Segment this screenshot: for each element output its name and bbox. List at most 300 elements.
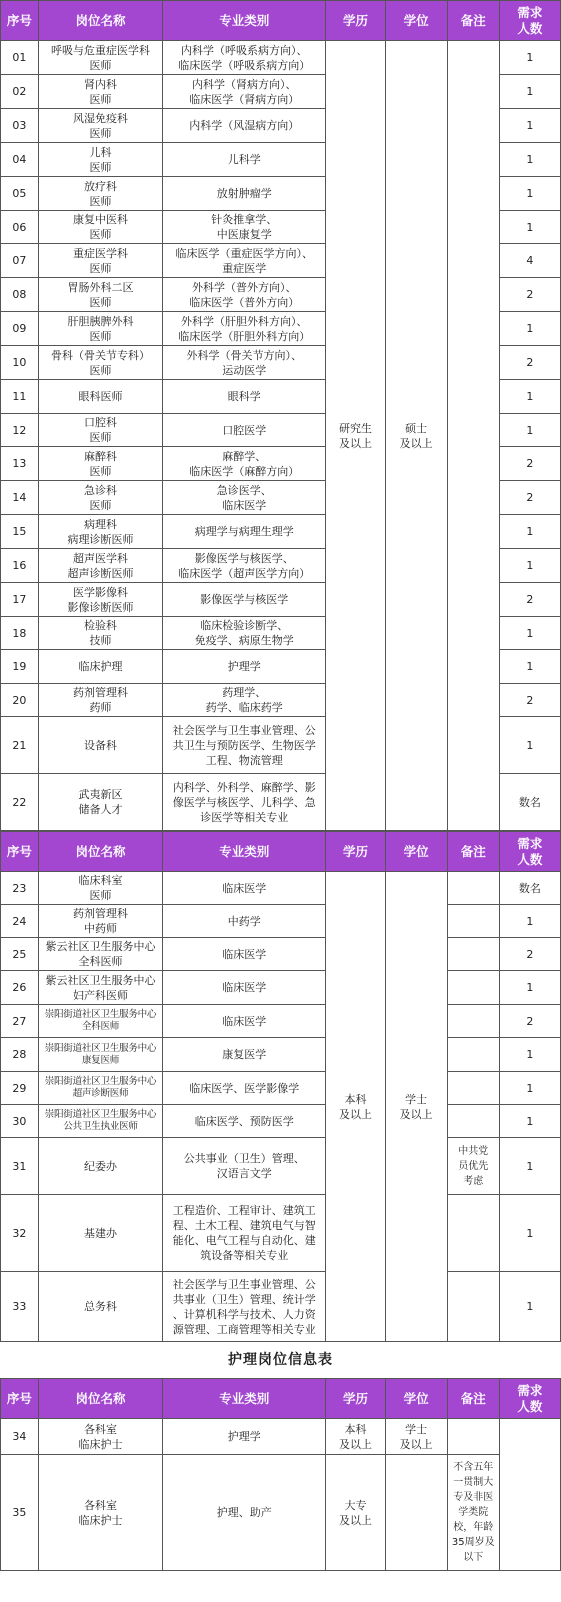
seq-cell: 21 bbox=[1, 717, 39, 774]
position-cell bbox=[38, 650, 162, 684]
major-cell-line: 内科学、外科学、麻醉学、影 bbox=[172, 780, 316, 794]
major-cell bbox=[163, 278, 326, 312]
major-cell bbox=[163, 1138, 326, 1195]
count-cell: 1 bbox=[499, 75, 560, 109]
major-cell-line: 免疫学、病原生物学 bbox=[194, 634, 294, 647]
major-cell-line: 影像医学与核医学 bbox=[200, 593, 289, 606]
degree-cell bbox=[385, 1419, 447, 1455]
position-cell-line: 骨科（骨关节专科） bbox=[50, 348, 150, 362]
position-cell-line: 公共卫生执业医师 bbox=[63, 1121, 138, 1132]
position-cell-line: 紫云社区卫生服务中心 bbox=[45, 973, 156, 987]
major-cell-line: 筑设备等相关专业 bbox=[200, 1249, 289, 1262]
remarks-cell bbox=[447, 1455, 499, 1571]
position-cell-line: 各科室 bbox=[83, 1498, 117, 1512]
table-row bbox=[1, 971, 561, 1005]
seq-cell: 08 bbox=[1, 278, 39, 312]
position-cell-line: 康复医师 bbox=[81, 1054, 120, 1066]
header-degree: 学位 bbox=[385, 1379, 447, 1419]
seq-cell: 24 bbox=[1, 905, 39, 938]
position-cell-line: 紫云社区卫生服务中心 bbox=[45, 940, 156, 953]
remarks-cell-line: 35周岁及 bbox=[451, 1537, 495, 1548]
count-cell: 1 bbox=[499, 717, 560, 774]
header-need-line: 人数 bbox=[517, 20, 543, 36]
table-row bbox=[1, 1138, 561, 1195]
seq-cell: 20 bbox=[1, 684, 39, 717]
seq-cell: 10 bbox=[1, 346, 39, 380]
degree-cell-line: 学士 bbox=[405, 1092, 428, 1106]
position-cell bbox=[38, 583, 162, 617]
position-cell bbox=[38, 971, 162, 1005]
position-cell-line: 药师 bbox=[89, 701, 112, 714]
remarks-cell bbox=[447, 1005, 499, 1038]
major-cell-line: 临床医学 bbox=[222, 1014, 267, 1028]
major-cell bbox=[163, 650, 326, 684]
education-cell-line: 本科 bbox=[344, 1422, 367, 1436]
education-cell-line: 及以上 bbox=[338, 1437, 372, 1451]
degree-cell bbox=[385, 1455, 447, 1571]
count-cell: 2 bbox=[499, 447, 560, 481]
education-cell-line: 大专 bbox=[344, 1498, 367, 1512]
major-cell bbox=[163, 684, 326, 717]
major-cell-line: 中药学 bbox=[227, 914, 261, 928]
major-cell bbox=[163, 380, 326, 414]
position-cell-line: 纪委办 bbox=[83, 1159, 117, 1173]
header-degree: 学位 bbox=[385, 832, 447, 872]
header-seq: 序号 bbox=[1, 1, 39, 41]
major-cell bbox=[163, 41, 326, 75]
position-cell-line: 口腔科 bbox=[83, 416, 117, 429]
major-cell-line: 外科学（骨关节方向）、 bbox=[186, 348, 303, 362]
major-cell-line: 临床医学（麻醉方向） bbox=[189, 464, 300, 478]
position-cell-line: 呼吸与危重症医学科 bbox=[50, 43, 150, 57]
major-cell-line: 临床医学（重症医学方向）、 bbox=[175, 246, 314, 260]
education-cell-line: 本科 bbox=[344, 1092, 367, 1106]
position-cell bbox=[38, 312, 162, 346]
seq-cell: 12 bbox=[1, 414, 39, 447]
seq-cell: 01 bbox=[1, 41, 39, 75]
count-cell: 1 bbox=[499, 549, 560, 583]
major-cell bbox=[163, 717, 326, 774]
major-cell-line: 共事业（卫生）管理、统计学 bbox=[172, 1292, 316, 1306]
major-cell bbox=[163, 1038, 326, 1072]
major-cell-line: 、计算机科学与技术、人力资 bbox=[172, 1307, 316, 1321]
major-cell-line: 内科学（风湿病方向） bbox=[189, 119, 300, 132]
seq-cell: 30 bbox=[1, 1105, 39, 1138]
header-education: 学历 bbox=[326, 832, 385, 872]
major-cell bbox=[163, 1419, 326, 1455]
position-cell bbox=[38, 774, 162, 831]
position-cell bbox=[38, 1038, 162, 1072]
position-cell bbox=[38, 617, 162, 650]
position-cell-line: 超声诊断医师 bbox=[72, 1088, 129, 1099]
count-cell: 4 bbox=[499, 244, 560, 278]
seq-cell: 18 bbox=[1, 617, 39, 650]
position-cell-line: 病理科 bbox=[83, 517, 117, 531]
major-cell-line: 放射肿瘤学 bbox=[216, 187, 272, 200]
seq-cell: 19 bbox=[1, 650, 39, 684]
remarks-cell bbox=[447, 1195, 499, 1272]
major-cell bbox=[163, 583, 326, 617]
position-cell bbox=[38, 1195, 162, 1272]
count-cell: 1 bbox=[499, 177, 560, 211]
position-cell bbox=[38, 481, 162, 515]
position-cell bbox=[38, 1419, 162, 1455]
position-cell-line: 中药师 bbox=[83, 922, 117, 935]
remarks-cell bbox=[447, 971, 499, 1005]
major-cell bbox=[163, 1005, 326, 1038]
major-cell-line: 护理、助产 bbox=[216, 1506, 272, 1519]
major-cell bbox=[163, 905, 326, 938]
position-cell-line: 药剂管理科 bbox=[72, 686, 128, 699]
major-cell-line: 护理学 bbox=[227, 1430, 261, 1443]
position-cell-line: 医师 bbox=[89, 363, 112, 377]
position-cell bbox=[38, 244, 162, 278]
remarks-cell bbox=[447, 1072, 499, 1105]
position-cell bbox=[38, 278, 162, 312]
position-cell-line: 各科室 bbox=[83, 1422, 117, 1436]
major-cell-line: 临床医学 bbox=[222, 498, 267, 512]
remarks-cell-line: 学类院 bbox=[458, 1507, 489, 1518]
count-cell: 1 bbox=[499, 41, 560, 75]
major-cell-line: 临床医学 bbox=[222, 981, 267, 994]
major-cell-line: 中医康复学 bbox=[216, 228, 272, 241]
header-remarks: 备注 bbox=[447, 1, 499, 41]
position-cell bbox=[38, 1455, 162, 1571]
count-cell: 1 bbox=[499, 617, 560, 650]
position-cell bbox=[38, 1105, 162, 1138]
major-cell-line: 诊医学等相关专业 bbox=[200, 810, 289, 824]
header-need bbox=[499, 832, 560, 872]
position-cell-line: 临床科室 bbox=[78, 874, 123, 887]
position-cell-line: 儿科 bbox=[89, 145, 112, 159]
major-cell-line: 内科学（呼吸系病方向）、 bbox=[181, 43, 308, 57]
header-degree: 学位 bbox=[385, 1, 447, 41]
count-cell: 1 bbox=[499, 1195, 560, 1272]
major-cell bbox=[163, 774, 326, 831]
header-remarks: 备注 bbox=[447, 1379, 499, 1419]
header-need-line: 需求 bbox=[517, 4, 543, 20]
position-cell bbox=[38, 684, 162, 717]
degree-cell-line: 及以上 bbox=[399, 1107, 433, 1121]
position-cell bbox=[38, 905, 162, 938]
header-need-line: 人数 bbox=[517, 1398, 543, 1414]
header-need-line: 人数 bbox=[517, 851, 543, 867]
position-cell-line: 肝胆胰脾外科 bbox=[67, 314, 134, 328]
position-cell bbox=[38, 717, 162, 774]
seq-cell: 05 bbox=[1, 177, 39, 211]
major-cell-line: 临床医学、预防医学 bbox=[194, 1114, 294, 1128]
position-cell bbox=[38, 1272, 162, 1342]
header-need bbox=[499, 1, 560, 41]
major-cell bbox=[163, 414, 326, 447]
remarks-cell bbox=[447, 1038, 499, 1072]
position-cell-line: 检验科 bbox=[83, 619, 117, 632]
major-cell-line: 眼科学 bbox=[227, 390, 261, 403]
major-cell bbox=[163, 1072, 326, 1105]
table-header-row bbox=[1, 1379, 561, 1419]
position-cell-line: 超声医学科 bbox=[72, 551, 128, 565]
remarks-cell bbox=[447, 1105, 499, 1138]
position-cell-line: 医师 bbox=[89, 889, 112, 902]
major-cell-line: 内科学（肾病方向）、 bbox=[192, 77, 297, 91]
major-cell bbox=[163, 938, 326, 971]
nursing-section-title: 护理岗位信息表 bbox=[228, 1352, 333, 1368]
major-cell-line: 工程、物流管理 bbox=[205, 753, 283, 767]
position-cell bbox=[38, 414, 162, 447]
header-position: 岗位名称 bbox=[38, 832, 162, 872]
position-cell-line: 麻醉科 bbox=[83, 449, 117, 463]
table-header-row bbox=[1, 1, 561, 41]
header-seq: 序号 bbox=[1, 832, 39, 872]
major-cell-line: 麻醉学、 bbox=[222, 449, 267, 463]
major-cell-line: 口腔医学 bbox=[222, 423, 267, 437]
count-cell: 1 bbox=[499, 109, 560, 143]
count-cell: 1 bbox=[499, 1038, 560, 1072]
table-row bbox=[1, 1105, 561, 1138]
major-cell bbox=[163, 1195, 326, 1272]
header-major: 专业类别 bbox=[163, 1, 326, 41]
position-cell-line: 技师 bbox=[89, 634, 112, 647]
position-cell-line: 超声诊断医师 bbox=[67, 566, 134, 580]
position-cell-line: 胃肠外科二区 bbox=[67, 280, 134, 294]
major-cell-line: 源管理、工商管理等相关专业 bbox=[172, 1322, 316, 1336]
remarks-cell bbox=[447, 1419, 499, 1455]
major-cell-line: 外科学（普外方向）、 bbox=[192, 280, 297, 294]
major-cell bbox=[163, 481, 326, 515]
position-cell-line: 崇阳街道社区卫生服务中心 bbox=[44, 1076, 157, 1087]
major-cell-line: 外科学（肝胆外科方向）、 bbox=[181, 314, 308, 328]
position-cell bbox=[38, 143, 162, 177]
remarks-cell-line: 一贯制大 bbox=[453, 1477, 494, 1488]
table-row bbox=[1, 872, 561, 905]
remarks-cell bbox=[447, 1138, 499, 1195]
major-cell-line: 临床医学 bbox=[222, 947, 267, 961]
count-cell: 2 bbox=[499, 481, 560, 515]
major-cell-line: 药学、临床药学 bbox=[205, 701, 283, 714]
seq-cell: 25 bbox=[1, 938, 39, 971]
position-cell bbox=[38, 177, 162, 211]
major-cell bbox=[163, 1455, 326, 1571]
count-cell: 2 bbox=[499, 1005, 560, 1038]
position-cell-line: 临床护士 bbox=[78, 1437, 123, 1451]
position-cell bbox=[38, 41, 162, 75]
position-cell bbox=[38, 75, 162, 109]
position-cell-line: 药剂管理科 bbox=[72, 907, 128, 920]
major-cell-line: 针灸推拿学、 bbox=[211, 213, 278, 226]
seq-cell: 31 bbox=[1, 1138, 39, 1195]
major-cell-line: 临床医学（普外方向） bbox=[189, 295, 300, 309]
header-education: 学历 bbox=[326, 1379, 385, 1419]
header-need bbox=[499, 1379, 560, 1419]
table-row bbox=[1, 938, 561, 971]
count-cell: 1 bbox=[499, 380, 560, 414]
position-cell-line: 眼科医师 bbox=[78, 390, 123, 403]
position-cell-line: 全科医师 bbox=[78, 955, 123, 968]
count-cell: 2 bbox=[499, 278, 560, 312]
position-cell bbox=[38, 938, 162, 971]
major-cell bbox=[163, 75, 326, 109]
position-cell-line: 急诊科 bbox=[83, 483, 117, 497]
major-cell-line: 临床医学（超声医学方向） bbox=[178, 566, 311, 580]
major-cell-line: 急诊医学、 bbox=[216, 483, 272, 497]
major-cell bbox=[163, 515, 326, 549]
major-cell-line: 社会医学与卫生事业管理、公 bbox=[172, 723, 316, 737]
education-cell bbox=[326, 41, 385, 831]
position-cell bbox=[38, 549, 162, 583]
seq-cell: 17 bbox=[1, 583, 39, 617]
position-cell bbox=[38, 1005, 162, 1038]
education-cell-line: 研究生 bbox=[338, 421, 372, 435]
remarks-cell bbox=[447, 905, 499, 938]
seq-cell: 34 bbox=[1, 1419, 39, 1455]
count-cell: 2 bbox=[499, 684, 560, 717]
remarks-cell bbox=[447, 41, 499, 831]
header-remarks: 备注 bbox=[447, 832, 499, 872]
recruitment-table-nursing bbox=[0, 1378, 561, 1571]
major-cell-line: 像医学与核医学、儿科学、急 bbox=[172, 795, 316, 809]
table-row bbox=[1, 1272, 561, 1342]
seq-cell: 33 bbox=[1, 1272, 39, 1342]
major-cell bbox=[163, 617, 326, 650]
seq-cell: 15 bbox=[1, 515, 39, 549]
major-cell bbox=[163, 447, 326, 481]
major-cell-line: 社会医学与卫生事业管理、公 bbox=[172, 1277, 316, 1291]
major-cell-line: 康复医学 bbox=[222, 1048, 267, 1061]
count-cell: 1 bbox=[499, 414, 560, 447]
position-cell-line: 崇阳街道社区卫生服务中心 bbox=[44, 1042, 157, 1054]
remarks-cell bbox=[447, 1272, 499, 1342]
major-cell bbox=[163, 312, 326, 346]
position-cell-line: 医师 bbox=[89, 295, 112, 309]
table-row bbox=[1, 41, 561, 75]
seq-cell: 14 bbox=[1, 481, 39, 515]
table-row bbox=[1, 1419, 561, 1455]
header-need-line: 需求 bbox=[517, 835, 543, 851]
position-cell-line: 康复中医科 bbox=[72, 213, 128, 226]
degree-cell-line: 硕士 bbox=[405, 421, 428, 435]
major-cell bbox=[163, 872, 326, 905]
major-cell-line: 护理学 bbox=[227, 660, 261, 673]
position-cell bbox=[38, 211, 162, 244]
header-seq: 序号 bbox=[1, 1379, 39, 1419]
position-cell-line: 医师 bbox=[89, 160, 112, 174]
position-cell bbox=[38, 447, 162, 481]
major-cell bbox=[163, 346, 326, 380]
major-cell-line: 程、土木工程、建筑电气与智 bbox=[172, 1219, 316, 1232]
seq-cell: 28 bbox=[1, 1038, 39, 1072]
recruitment-table-undergraduate bbox=[0, 831, 561, 1342]
remarks-cell bbox=[447, 872, 499, 905]
position-cell-line: 设备科 bbox=[83, 738, 117, 752]
count-cell: 2 bbox=[499, 938, 560, 971]
count-cell: 1 bbox=[499, 312, 560, 346]
major-cell-line: 影像医学与核医学、 bbox=[194, 551, 294, 565]
major-cell bbox=[163, 971, 326, 1005]
position-cell-line: 医师 bbox=[89, 464, 112, 478]
major-cell-line: 共卫生与预防医学、生物医学 bbox=[172, 738, 316, 752]
header-education: 学历 bbox=[326, 1, 385, 41]
education-cell-line: 及以上 bbox=[338, 436, 372, 450]
header-position: 岗位名称 bbox=[38, 1, 162, 41]
major-cell-line: 工程造价、工程审计、建筑工 bbox=[172, 1204, 316, 1217]
major-cell bbox=[163, 1272, 326, 1342]
education-cell bbox=[326, 1455, 385, 1571]
position-cell-line: 医师 bbox=[89, 261, 112, 275]
position-cell bbox=[38, 872, 162, 905]
seq-cell: 06 bbox=[1, 211, 39, 244]
seq-cell: 04 bbox=[1, 143, 39, 177]
seq-cell: 29 bbox=[1, 1072, 39, 1105]
table-row bbox=[1, 1455, 561, 1571]
degree-cell-line: 及以上 bbox=[399, 436, 433, 450]
major-cell-line: 药理学、 bbox=[222, 686, 267, 699]
major-cell-line: 公共事业（卫生）管理、 bbox=[183, 1152, 305, 1165]
position-cell-line: 临床护士 bbox=[78, 1513, 123, 1527]
position-cell bbox=[38, 1138, 162, 1195]
position-cell-line: 医师 bbox=[89, 228, 112, 241]
count-cell: 数名 bbox=[499, 872, 560, 905]
seq-cell: 03 bbox=[1, 109, 39, 143]
position-cell-line: 医师 bbox=[89, 58, 112, 72]
count-cell: 1 bbox=[499, 515, 560, 549]
seq-cell: 27 bbox=[1, 1005, 39, 1038]
position-cell-line: 基建办 bbox=[83, 1226, 117, 1240]
header-need-line: 需求 bbox=[517, 1382, 543, 1398]
education-cell bbox=[326, 872, 385, 1342]
table-row bbox=[1, 905, 561, 938]
remarks-cell-line: 专及非医 bbox=[453, 1492, 494, 1503]
position-cell bbox=[38, 1072, 162, 1105]
count-cell: 1 bbox=[499, 905, 560, 938]
table-row bbox=[1, 1038, 561, 1072]
remarks-cell bbox=[447, 938, 499, 971]
count-cell: 1 bbox=[499, 211, 560, 244]
degree-cell-line: 学士 bbox=[405, 1422, 428, 1436]
header-major: 专业类别 bbox=[163, 1379, 326, 1419]
seq-cell: 35 bbox=[1, 1455, 39, 1571]
remarks-cell-line: 校，年龄 bbox=[453, 1522, 494, 1533]
seq-cell: 11 bbox=[1, 380, 39, 414]
position-cell-line: 医学影像科 bbox=[72, 585, 128, 599]
position-cell-line: 影像诊断医师 bbox=[67, 600, 134, 614]
position-cell-line: 全科医师 bbox=[81, 1021, 120, 1032]
remarks-cell-line: 中共党 bbox=[458, 1145, 489, 1157]
education-cell-line: 及以上 bbox=[338, 1513, 372, 1527]
seq-cell: 16 bbox=[1, 549, 39, 583]
major-cell-line: 临床医学、医学影像学 bbox=[189, 1081, 300, 1095]
major-cell-line: 临床医学 bbox=[222, 881, 267, 895]
count-cell bbox=[499, 1419, 560, 1571]
education-cell bbox=[326, 1419, 385, 1455]
position-cell-line: 医师 bbox=[89, 431, 112, 444]
position-cell bbox=[38, 109, 162, 143]
table-header-row bbox=[1, 832, 561, 872]
table-row bbox=[1, 1005, 561, 1038]
position-cell-line: 妇产科医师 bbox=[72, 988, 128, 1002]
remarks-cell-line: 考虑 bbox=[463, 1175, 484, 1187]
position-cell-line: 风湿免疫科 bbox=[72, 111, 128, 125]
count-cell: 2 bbox=[499, 583, 560, 617]
degree-cell-line: 及以上 bbox=[399, 1437, 433, 1451]
header-position: 岗位名称 bbox=[38, 1379, 162, 1419]
position-cell-line: 病理诊断医师 bbox=[67, 532, 134, 546]
major-cell-line: 临床检验诊断学、 bbox=[200, 619, 289, 632]
position-cell bbox=[38, 346, 162, 380]
remarks-cell-line: 不含五年 bbox=[453, 1462, 494, 1473]
position-cell-line: 崇阳街道社区卫生服务中心 bbox=[44, 1009, 157, 1020]
major-cell-line: 重症医学 bbox=[222, 261, 267, 275]
seq-cell: 32 bbox=[1, 1195, 39, 1272]
